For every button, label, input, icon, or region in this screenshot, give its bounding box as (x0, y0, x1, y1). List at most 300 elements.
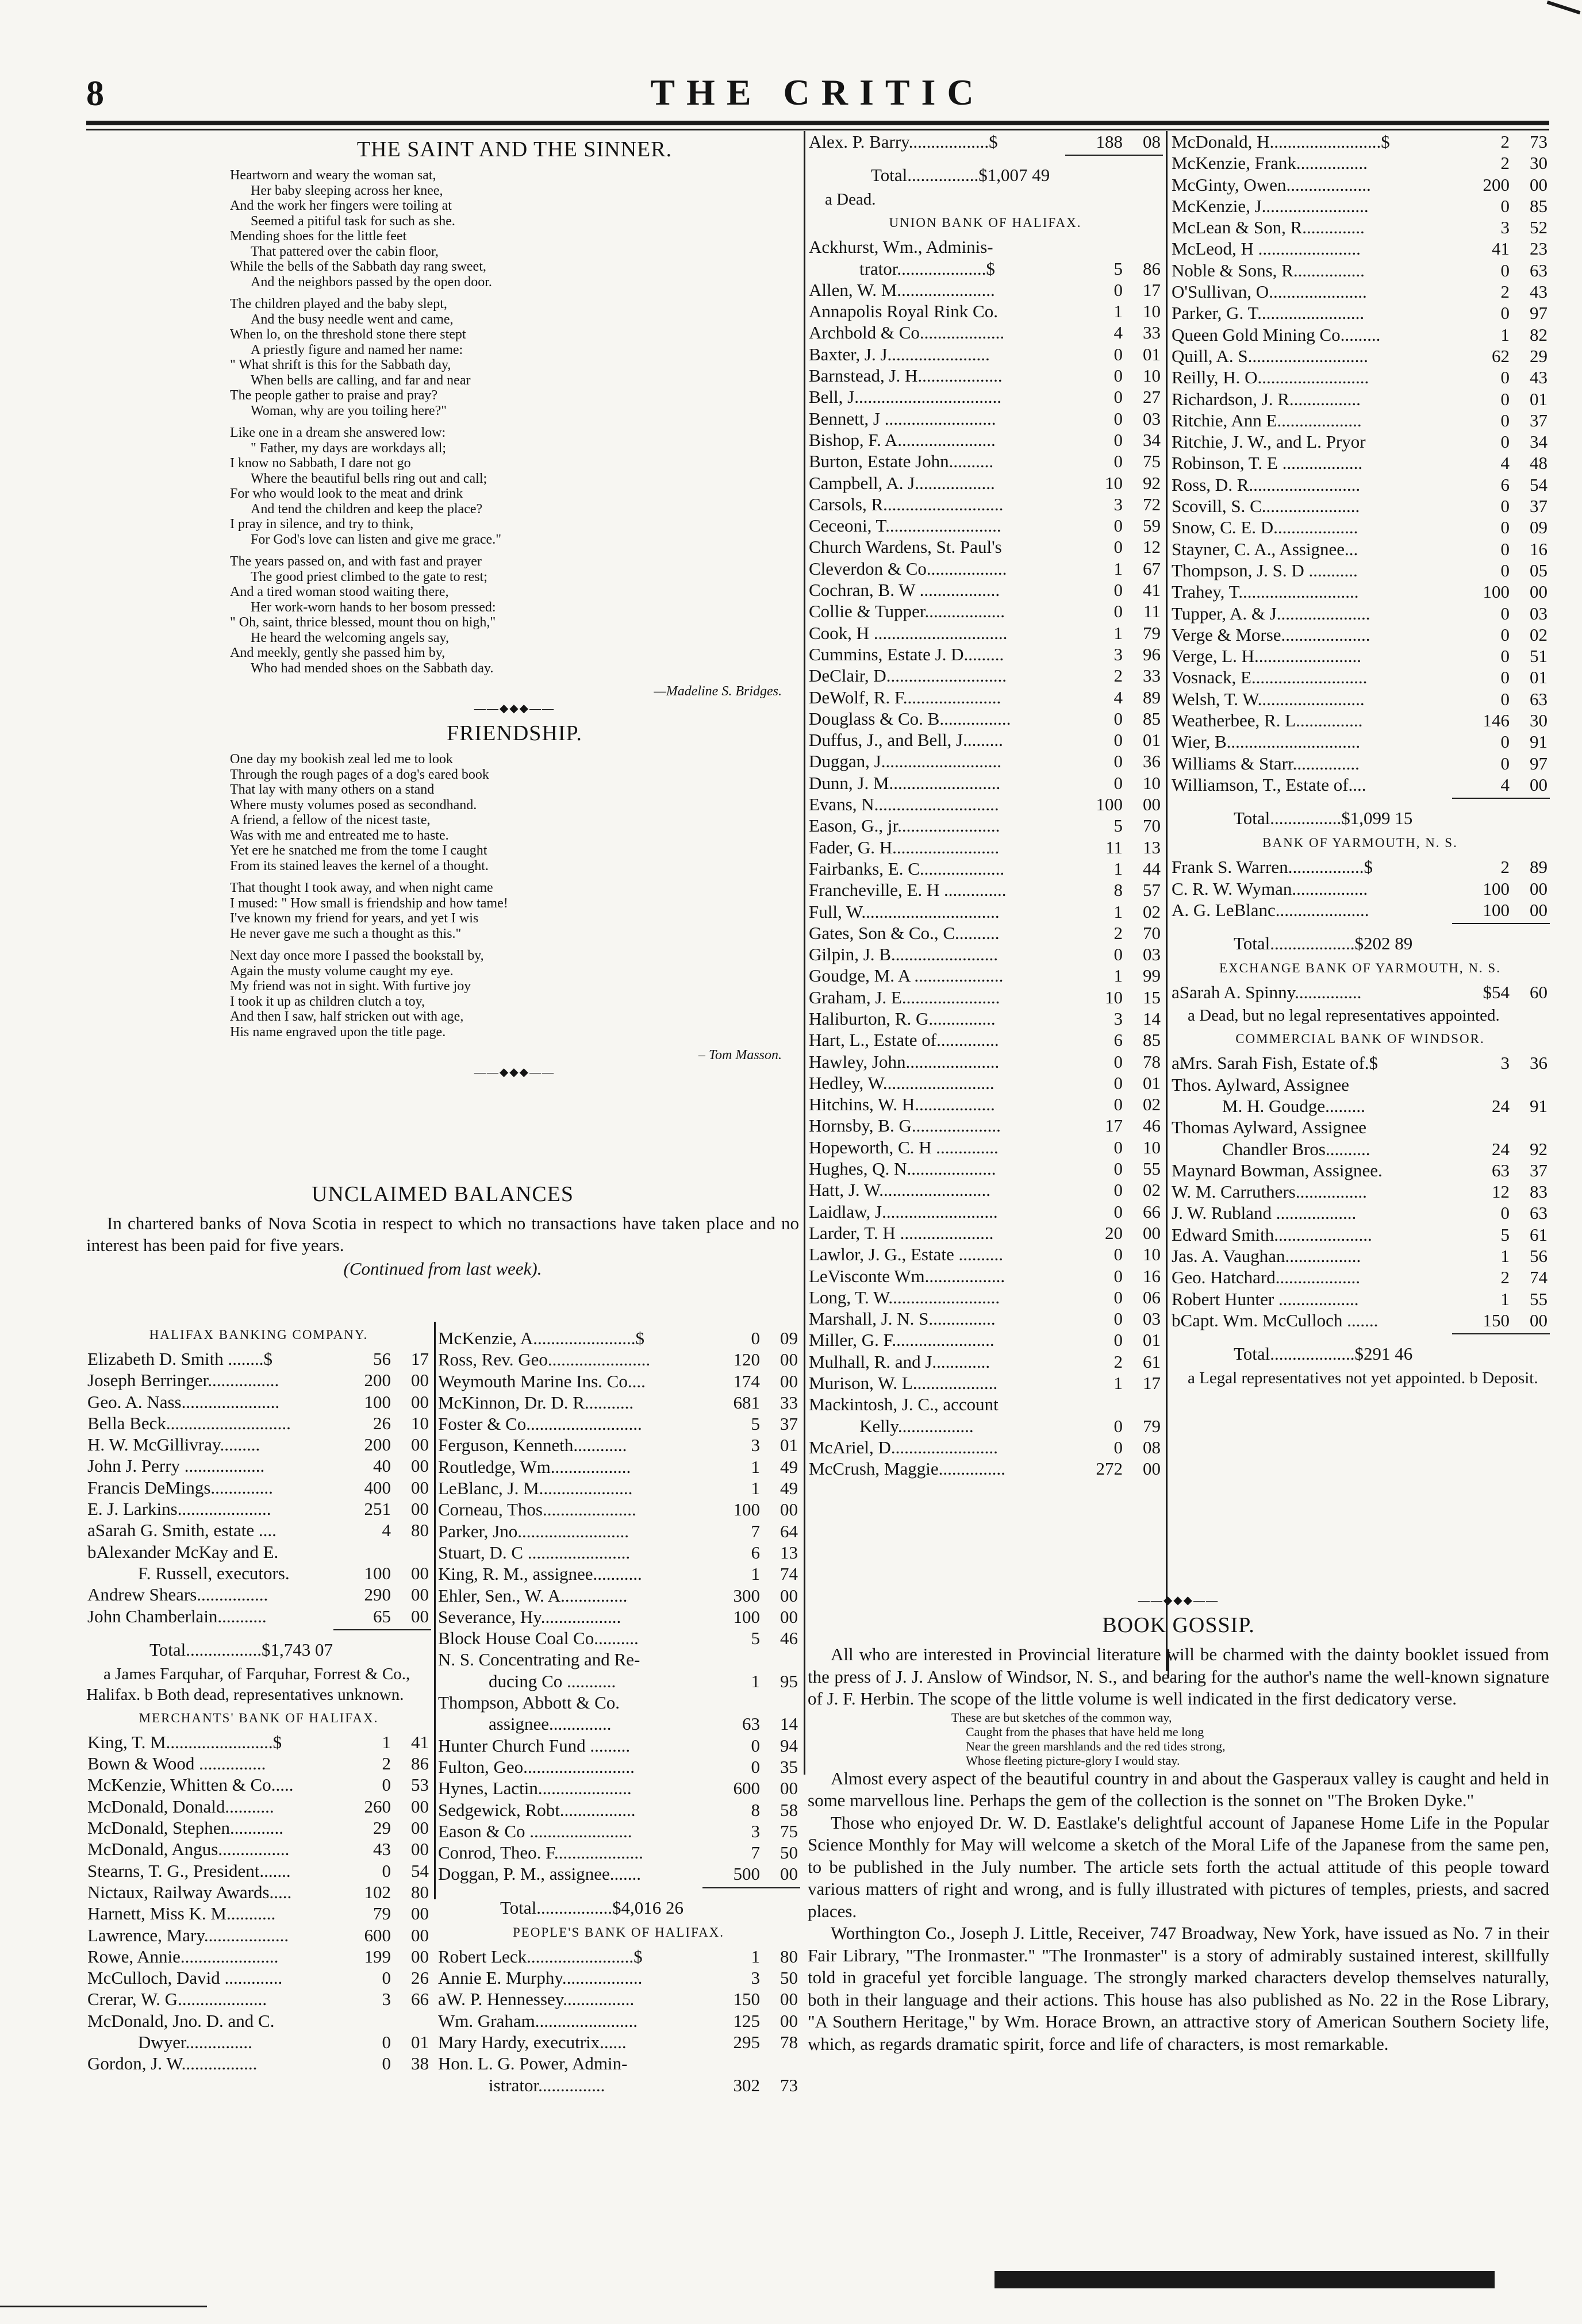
amount-dollars: 0 (1113, 1309, 1123, 1329)
amount-cents: 14 (780, 1714, 798, 1734)
amount-cents: 85 (1143, 1030, 1161, 1051)
poem-saint-sinner-line: He heard the welcoming angels say, (251, 630, 449, 645)
poem-friendship-stanza (230, 880, 799, 941)
ledger-row (1170, 217, 1550, 238)
ledger-row (1170, 710, 1550, 731)
amount-cents: 27 (1143, 387, 1161, 407)
ledger-row (1170, 174, 1550, 195)
account-name: Hopeworth, C. H .............. (809, 1137, 999, 1157)
account-name: Joseph Berringer................ (87, 1370, 279, 1391)
poem-saint-sinner-line: Heartworn and weary the woman sat, (230, 168, 436, 183)
amount-cents: 00 (411, 1584, 429, 1605)
poem-friendship-line: Through the rough pages of a dog's eared book (230, 767, 489, 782)
amount-dollars: 2 (1113, 665, 1123, 686)
amount-dollars: 0 (1113, 944, 1123, 965)
ledger-row (86, 1541, 431, 1563)
ledger-row (437, 1585, 800, 1606)
amount-cents: 00 (780, 1606, 798, 1627)
account-name: Bennett, J ......................... (809, 408, 996, 429)
ledger-row (437, 1371, 800, 1392)
amount-dollars: 302 (733, 2075, 760, 2095)
account-name: aW. P. Hennessey................ (438, 1989, 635, 2010)
poem-friendship-line: I've known my friend for years, and yet I wis (230, 911, 479, 926)
account-name: Robert Leck........................$ (438, 1946, 643, 1967)
poem-saint-sinner-line: The good priest climbed to the gate to rest; (251, 569, 487, 584)
amount-cents: 57 (1143, 880, 1161, 901)
verse-line: Near the green marshlands and the red tides strong, (966, 1738, 1226, 1753)
account-name: Thompson, J. S. D ........... (1172, 560, 1358, 580)
account-name: Chandler Bros.......... (1222, 1138, 1370, 1159)
ledger-row (86, 1967, 431, 1988)
account-name: bAlexander McKay and E. (87, 1541, 279, 1562)
amount-dollars: 200 (1483, 174, 1510, 195)
poem-saint-sinner-line: I know no Sabbath, I dare not go (230, 456, 411, 471)
amount-dollars: 100 (1483, 878, 1510, 899)
ledger-row (86, 1413, 431, 1434)
ledger-row (1170, 1052, 1550, 1073)
amount-cents: 03 (1143, 408, 1161, 429)
ledger-row (808, 729, 1163, 751)
page-corner-mark (1541, 0, 1582, 17)
amount-cents: 64 (780, 1521, 798, 1541)
amount-dollars: 1 (1113, 901, 1123, 922)
ledger-column-4 (1170, 131, 1550, 1388)
amount-cents: 01 (1143, 1072, 1161, 1093)
amount-cents: 00 (411, 1818, 429, 1838)
ledger-row (1170, 345, 1550, 367)
ledger-row (808, 858, 1163, 879)
ledger-row (808, 322, 1163, 343)
ledger-row (86, 2031, 431, 2053)
ledger-row (437, 1434, 800, 1456)
amount-dollars: 150 (733, 1989, 760, 2010)
amount-dollars: 41 (1492, 238, 1510, 259)
ledger-row (1170, 195, 1550, 217)
poem-saint-sinner-title: THE SAINT AND THE SINNER. (356, 137, 673, 161)
amount-cents: 92 (1530, 1138, 1548, 1159)
account-name: Weatherbee, R. L............... (1172, 710, 1363, 731)
amount-dollars: 260 (364, 1796, 391, 1817)
amount-cents: 56 (1530, 1246, 1548, 1267)
poem-friendship-line: His name engraved upon the title page. (230, 1024, 446, 1040)
account-name: Ferguson, Kenneth............ (438, 1435, 627, 1456)
amount-dollars: 200 (364, 1434, 391, 1455)
amount-cents: 36 (1530, 1053, 1548, 1073)
account-name: Ritchie, J. W., and L. Pryor (1172, 432, 1366, 452)
account-name: LeVisconte Wm.................. (809, 1265, 1005, 1286)
ledger-row (437, 1413, 800, 1434)
total-rule (1452, 1333, 1550, 1334)
amount-dollars: 3 (751, 1435, 760, 1456)
amount-dollars: 100 (364, 1391, 391, 1412)
ledger-row (86, 1348, 431, 1369)
amount-dollars: 200 (364, 1370, 391, 1391)
account-name: Lawlor, J. G., Estate .......... (809, 1244, 1003, 1265)
account-name: Burton, Estate John.......... (809, 451, 994, 472)
account-name: McKenzie, Frank................ (1172, 153, 1368, 174)
ledger-row (808, 344, 1163, 365)
account-name: Church Wardens, St. Paul's (809, 537, 1002, 557)
ledger-row (86, 1925, 431, 1946)
amount-dollars: 24 (1492, 1138, 1510, 1159)
ledger-row (808, 536, 1163, 557)
masthead-rule (86, 121, 1549, 125)
amount-dollars: 0 (1500, 410, 1510, 430)
ledger-row (86, 1860, 431, 1881)
account-name: Vosnack, E.......................... (1172, 667, 1368, 688)
account-name: McKenzie, Whitten & Co..... (87, 1775, 294, 1795)
amount-cents: 26 (411, 1968, 429, 1988)
amount-dollars: 0 (1113, 451, 1123, 472)
poem-friendship-line: And then I saw, half stricken out with age, (230, 1009, 464, 1024)
section-ornament: ——◆◆◆—— (474, 702, 555, 715)
account-name: Williamson, T., Estate of.... (1172, 774, 1366, 795)
ledger-row (808, 1051, 1163, 1072)
amount-dollars: 100 (733, 1606, 760, 1627)
account-name: Ross, Rev. Geo....................... (438, 1349, 651, 1370)
ledger-row (86, 1732, 431, 1753)
amount-dollars: 1 (1113, 965, 1123, 986)
amount-cents: 72 (1143, 494, 1161, 514)
ledger-row (437, 1967, 800, 1988)
poem-saint-sinner-stanza (230, 168, 799, 290)
amount-dollars (698, 1649, 766, 1670)
amount-cents: 00 (1530, 1310, 1548, 1330)
ledger-row (437, 2031, 800, 2053)
account-name: Allen, W. M...................... (809, 279, 995, 300)
amount-dollars: 1 (751, 1946, 760, 1967)
amount-cents: 16 (1143, 1265, 1161, 1286)
account-name: Murison, W. L................... (809, 1373, 998, 1394)
amount-cents: 05 (1530, 560, 1548, 580)
account-name: King, R. M., assignee........... (438, 1564, 642, 1584)
amount-dollars: 0 (1113, 1330, 1123, 1350)
ledger-row (437, 1756, 800, 1777)
amount-dollars: 29 (373, 1818, 391, 1838)
account-name: O'Sullivan, O...................... (1172, 282, 1367, 302)
amount-cents: 58 (780, 1799, 798, 1820)
amount-dollars: 63 (1492, 1160, 1510, 1180)
ledger-row (1170, 1117, 1550, 1138)
amount-dollars: 400 (364, 1477, 391, 1498)
amount-cents: 23 (1530, 238, 1548, 259)
amount-cents: 17 (1143, 279, 1161, 300)
amount-dollars: 3 (751, 1821, 760, 1841)
ledger-row (808, 1244, 1163, 1265)
amount-cents: 01 (1143, 344, 1161, 364)
account-name: Dunn, J. M......................... (809, 772, 1001, 793)
amount-cents: 10 (1143, 365, 1161, 386)
amount-cents: 54 (1530, 474, 1548, 495)
account-name: McLean & Son, R.............. (1172, 217, 1365, 238)
ledger-row (1170, 982, 1550, 1003)
amount-dollars: 120 (733, 1349, 760, 1370)
account-name: Geo. A. Nass...................... (87, 1391, 280, 1412)
amount-dollars: 0 (1500, 624, 1510, 645)
account-name: McDonald, H.........................$ (1172, 132, 1390, 152)
book-gossip-paragraph: Almost every aspect of the beautiful country in and about the Gasperaux valley is caught and held in some marvellous line. Perhaps the gem of the collection is the sonnet on "The Broken Dyke." (808, 1768, 1549, 1810)
ledger-row (437, 1863, 800, 1884)
ledger-row (86, 1498, 431, 1519)
amount-dollars (329, 1541, 397, 1563)
poem-saint-sinner-line: I pray in silence, and try to think, (230, 517, 414, 532)
bank-heading: UNION BANK OF HALIFAX. (889, 216, 1082, 230)
amount-dollars: 0 (1113, 730, 1123, 751)
amount-cents (397, 1541, 431, 1563)
amount-dollars: 7 (751, 1521, 760, 1541)
ledger-row (808, 1029, 1163, 1051)
amount-cents: 00 (1143, 1459, 1161, 1479)
ledger-row (1170, 1310, 1550, 1331)
account-name: Severance, Hy.................. (438, 1606, 621, 1627)
amount-cents: 82 (1530, 324, 1548, 345)
account-name: Collie & Tupper.................. (809, 601, 1005, 622)
poem-friendship-line: Yet ere he snatched me from the tome I caught (230, 843, 487, 858)
ledger-row (808, 1308, 1163, 1329)
column-divider (1166, 131, 1168, 1671)
account-name: McKenzie, A.......................$ (438, 1328, 645, 1348)
ledger-row (86, 1434, 431, 1455)
account-name: Ceceoni, T.......................... (809, 515, 1001, 536)
amount-dollars: 40 (373, 1456, 391, 1476)
poem-friendship-line: Where musty volumes posed as secondhand. (230, 797, 477, 813)
ledger-row (808, 944, 1163, 965)
account-name: Duffus, J., and Bell, J......... (809, 730, 1003, 751)
amount-dollars: 2 (1113, 922, 1123, 943)
account-name: Stearns, T. G., President....... (87, 1860, 291, 1881)
amount-cents: 80 (780, 1946, 798, 1967)
amount-cents: 54 (411, 1860, 429, 1881)
ledger-row (1170, 1138, 1550, 1160)
poem-friendship-line: A friend, a fellow of the nicest taste, (230, 813, 431, 828)
ledger-row (437, 1735, 800, 1756)
amount-cents: 92 (1143, 472, 1161, 493)
account-name: Snow, C. E. D................... (1172, 517, 1358, 538)
account-name: Long, T. W......................... (809, 1287, 1000, 1307)
ledger-row (1170, 281, 1550, 302)
account-name: Larder, T. H ..................... (809, 1222, 994, 1243)
account-name: Frank S. Warren.................$ (1172, 857, 1373, 878)
amount-dollars: 100 (733, 1499, 760, 1520)
ledger-row (86, 1881, 431, 1903)
amount-cents: 00 (411, 1903, 429, 1924)
amount-dollars: 0 (1113, 580, 1123, 601)
amount-cents: 38 (411, 2053, 429, 2074)
account-name: Reilly, H. O......................... (1172, 367, 1369, 388)
amount-dollars: 1 (1113, 301, 1123, 322)
ledger-row (437, 1349, 800, 1370)
account-name: Bown & Wood ............... (87, 1753, 266, 1774)
ledger-row (808, 922, 1163, 944)
amount-cents (1515, 1074, 1550, 1095)
amount-cents: 09 (780, 1328, 798, 1348)
amount-cents: 86 (1143, 258, 1161, 279)
amount-cents: 00 (411, 1925, 429, 1945)
amount-cents: 06 (1143, 1287, 1161, 1307)
bank-heading: BANK OF YARMOUTH, N. S. (1262, 836, 1458, 851)
ledger-row (437, 1713, 800, 1734)
amount-dollars: 4 (1113, 687, 1123, 707)
account-name: Hart, L., Estate of.............. (809, 1030, 999, 1051)
account-name: aMrs. Sarah Fish, Estate of.$ (1172, 1053, 1379, 1073)
ledger-row (1170, 856, 1550, 878)
amount-cents: 13 (780, 1542, 798, 1563)
amount-cents: 66 (1143, 1201, 1161, 1222)
amount-dollars: 0 (1113, 1180, 1123, 1201)
amount-dollars: 1 (1113, 622, 1123, 643)
amount-dollars: 1 (1113, 858, 1123, 879)
amount-cents: 75 (1143, 451, 1161, 472)
amount-dollars: 0 (1113, 751, 1123, 772)
bank-heading: MERCHANTS' BANK OF HALIFAX. (139, 1710, 379, 1725)
amount-dollars: 5 (1113, 815, 1123, 836)
amount-cents: 00 (411, 1839, 429, 1860)
amount-cents: 63 (1530, 688, 1548, 709)
amount-cents: 70 (1143, 815, 1161, 836)
footnote: a Dead, but no legal representatives appointed. (1188, 1006, 1500, 1025)
amount-cents: 03 (1143, 1309, 1161, 1329)
amount-cents: 10 (1143, 772, 1161, 793)
amount-cents: 63 (1530, 260, 1548, 280)
amount-dollars: 2 (1500, 132, 1510, 152)
amount-cents: 67 (1143, 558, 1161, 579)
amount-dollars: 0 (1113, 1415, 1123, 1436)
account-name: Fader, G. H........................ (809, 837, 1000, 857)
amount-dollars: 100 (1483, 899, 1510, 920)
amount-dollars: 1 (751, 1456, 760, 1477)
poem-friendship-line: He never gave me such a thought as this." (230, 926, 462, 941)
amount-dollars: 0 (1113, 1094, 1123, 1115)
amount-cents: 08 (1143, 1437, 1161, 1457)
account-name: Queen Gold Mining Co......... (1172, 324, 1381, 345)
amount-dollars: 0 (382, 2032, 391, 2053)
account-name: Mackintosh, J. C., account (809, 1394, 999, 1415)
account-name: McCrush, Maggie............... (809, 1459, 1005, 1479)
poem-saint-sinner-stanza (230, 554, 799, 676)
account-name: Block House Coal Co.......... (438, 1628, 639, 1649)
ledger-row (86, 1563, 431, 1584)
amount-cents: 55 (1143, 1159, 1161, 1179)
account-name: Harnett, Miss K. M........... (87, 1903, 276, 1924)
account-name: Hawley, John..................... (809, 1051, 1000, 1072)
amount-cents: 59 (1143, 515, 1161, 536)
account-name: Thompson, Abbott & Co. (438, 1692, 620, 1713)
account-name: McDonald, Stephen............ (87, 1818, 283, 1838)
amount-dollars: 0 (751, 1756, 760, 1777)
book-gossip-paragraph: All who are interested in Provincial literature will be charmed with the dainty booklet issued from the press of J. J. Anslow of Windsor, N. S., and bearing for the author's name the well-known signature of J. F. Herbin. The scope of the little volume is well indicated in the first dedicatory verse. (808, 1644, 1549, 1709)
ledger-row (437, 2075, 800, 2096)
amount-dollars: 3 (1113, 1008, 1123, 1029)
account-name: Barnstead, J. H................... (809, 365, 1003, 386)
amount-cents: 51 (1530, 646, 1548, 667)
amount-cents: 00 (780, 1499, 798, 1520)
ledger-row (808, 1072, 1163, 1094)
account-name: Gates, Son & Co., C.......... (809, 922, 1000, 943)
poem-saint-sinner-line: Seemed a pitiful task for such as she. (251, 213, 455, 229)
account-name: aSarah G. Smith, estate .... (87, 1520, 277, 1541)
ledger-row (808, 258, 1163, 279)
ledger-row (1170, 131, 1550, 152)
verse-line: Caught from the phases that have held me long (966, 1724, 1204, 1739)
ledger-row (808, 1201, 1163, 1222)
amount-cents: 00 (1530, 174, 1548, 195)
amount-dollars: 0 (1113, 772, 1123, 793)
account-name: Tupper, A. & J..................... (1172, 603, 1370, 624)
account-name: McDonald, Donald........... (87, 1796, 274, 1817)
ledger-row (86, 1455, 431, 1476)
amount-cents: 00 (780, 1864, 798, 1884)
account-name: assignee.............. (489, 1714, 612, 1734)
poem-friendship-title: FRIENDSHIP. (447, 721, 582, 745)
amount-dollars: 10 (1105, 987, 1123, 1007)
amount-dollars: 2 (1500, 1267, 1510, 1288)
ledger-row (86, 1838, 431, 1860)
amount-cents: 00 (411, 1477, 429, 1498)
amount-cents: 95 (780, 1671, 798, 1691)
account-name: Doggan, P. M., assignee....... (438, 1864, 642, 1884)
amount-cents: 37 (780, 1414, 798, 1434)
amount-dollars: 1 (751, 1478, 760, 1499)
ledger-row (437, 2053, 800, 2074)
account-name: Sedgewick, Robt................. (438, 1799, 636, 1820)
amount-dollars: 65 (373, 1606, 391, 1626)
amount-dollars: 0 (1113, 1244, 1123, 1265)
ledger-row (808, 665, 1163, 686)
amount-cents: 53 (411, 1775, 429, 1795)
amount-dollars: 6 (1113, 1030, 1123, 1051)
amount-cents: 79 (1143, 622, 1161, 643)
amount-cents: 80 (411, 1881, 429, 1902)
poem-friendship-line: Next day once more I passed the bookstall by, (230, 948, 484, 963)
amount-dollars (698, 2053, 766, 2074)
amount-dollars: 26 (373, 1413, 391, 1433)
amount-cents: 99 (1143, 965, 1161, 986)
account-name: Elizabeth D. Smith ........$ (87, 1349, 273, 1369)
amount-dollars: 681 (733, 1392, 760, 1413)
amount-dollars: 0 (1500, 1203, 1510, 1223)
amount-dollars: 0 (1500, 667, 1510, 688)
poem-friendship-attribution: – Tom Masson. (698, 1048, 782, 1063)
poem-saint-sinner-line: For God's love can listen and give me grace." (251, 532, 501, 547)
total-rule (702, 1887, 800, 1888)
amount-cents: 08 (1143, 132, 1161, 152)
account-name: Gordon, J. W................. (87, 2053, 258, 2074)
amount-dollars: 0 (1500, 195, 1510, 216)
amount-cents: 00 (411, 1796, 429, 1817)
amount-cents: 00 (1530, 878, 1548, 899)
poem-saint-sinner-line: And the neighbors passed by the open door. (251, 274, 492, 290)
ledger-row (86, 1477, 431, 1498)
amount-dollars: 0 (1113, 1072, 1123, 1093)
ledger-row (86, 2010, 431, 2031)
amount-dollars: 56 (373, 1349, 391, 1369)
amount-dollars: 0 (1500, 688, 1510, 709)
poem-saint-sinner-line: " Oh, saint, thrice blessed, mount thou on high," (230, 615, 496, 630)
ledger-row (1170, 603, 1550, 624)
amount-cents: 75 (780, 1821, 798, 1841)
ledger-row (1170, 645, 1550, 667)
amount-dollars (1447, 1074, 1515, 1095)
amount-dollars: 0 (1113, 1159, 1123, 1179)
account-name: Ross, D. R......................... (1172, 474, 1361, 495)
ledger-row (437, 1521, 800, 1542)
amount-cents: 37 (1530, 1160, 1548, 1180)
account-name: Francis DeMings.............. (87, 1477, 273, 1498)
account-name: Thos. Aylward, Assignee (1172, 1074, 1349, 1095)
account-name: Quill, A. S........................... (1172, 345, 1368, 366)
account-name: ducing Co ........... (489, 1671, 616, 1691)
footnote: a Dead. (825, 190, 876, 209)
